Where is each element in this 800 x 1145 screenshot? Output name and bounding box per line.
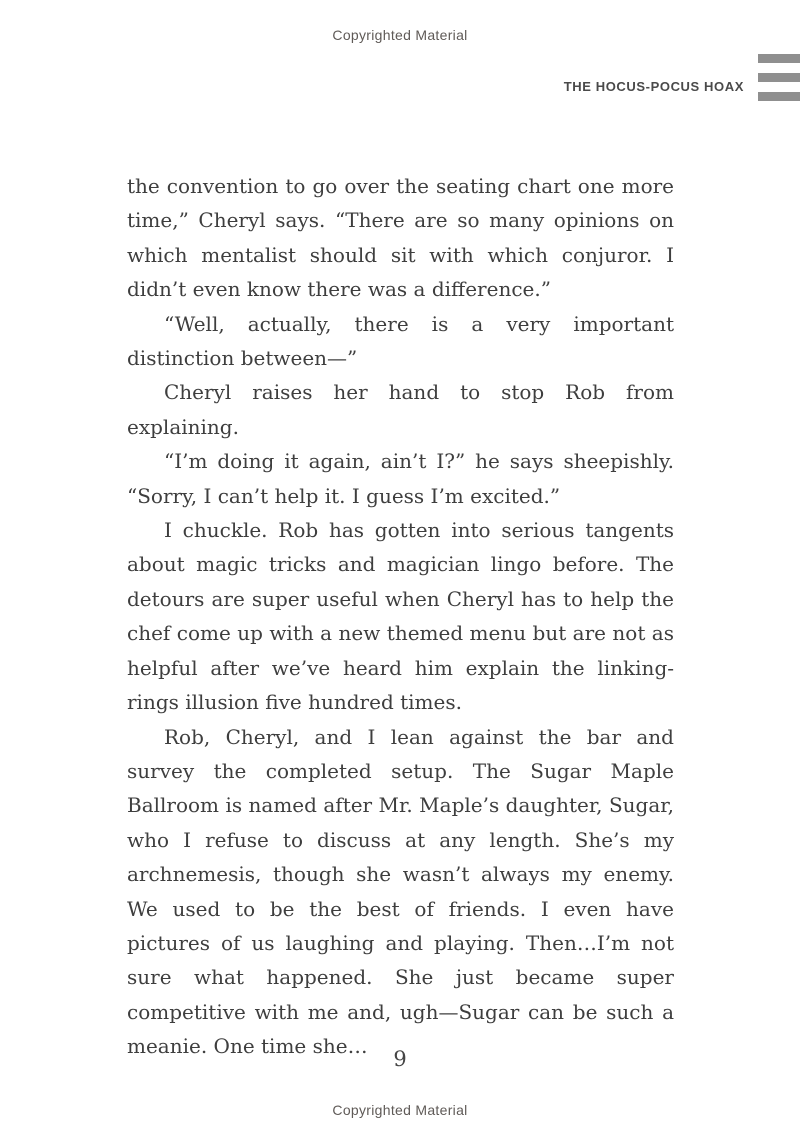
corner-bar <box>758 54 800 63</box>
page-number: 9 <box>393 1047 407 1071</box>
body-paragraph: I chuckle. Rob has gotten into serious tangents about magic tricks and magician lingo before. The detours are super useful when Cheryl has to help the chef come up with a new themed menu but are not as helpful after we’ve heard him explain the linking-rings illusion five hundred times. <box>127 518 674 715</box>
running-header-title: THE HOCUS-POCUS HOAX <box>563 79 744 94</box>
corner-bar <box>758 73 800 82</box>
body-paragraph: Rob, Cheryl, and I lean against the bar and survey the completed setup. The Sugar Maple Ballroom is named after Mr. Maple’s daughter, Sugar, who I refuse to discuss at any length. She’s my archnemesis, though she wasn’t always my enemy. We used to be the best of friends. I even have pictures of us laughing and playing. Then…I’m not sure what happened. She just became super competitive with me and, ugh—Sugar can be such a meanie. One time she… <box>127 724 674 1059</box>
bottom-copyright-notice: Copyrighted Material <box>332 1102 468 1118</box>
body-paragraph: the convention to go over the seating chart one more time,” Cheryl says. “There are so many opinions on which mentalist should sit with which conjuror. I didn’t even know there was a difference.” <box>127 174 674 302</box>
corner-bars-decoration <box>758 54 800 101</box>
body-paragraph: “I’m doing it again, ain’t I?” he says sheepishly. “Sorry, I can’t help it. I guess I’m excited.” <box>127 449 674 508</box>
top-copyright-notice: Copyrighted Material <box>332 27 468 43</box>
body-paragraph: Cheryl raises her hand to stop Rob from explaining. <box>127 380 674 439</box>
body-paragraph: “Well, actually, there is a very important distinction between—” <box>127 311 674 371</box>
corner-bar <box>758 92 800 101</box>
body-text <box>127 169 674 1064</box>
